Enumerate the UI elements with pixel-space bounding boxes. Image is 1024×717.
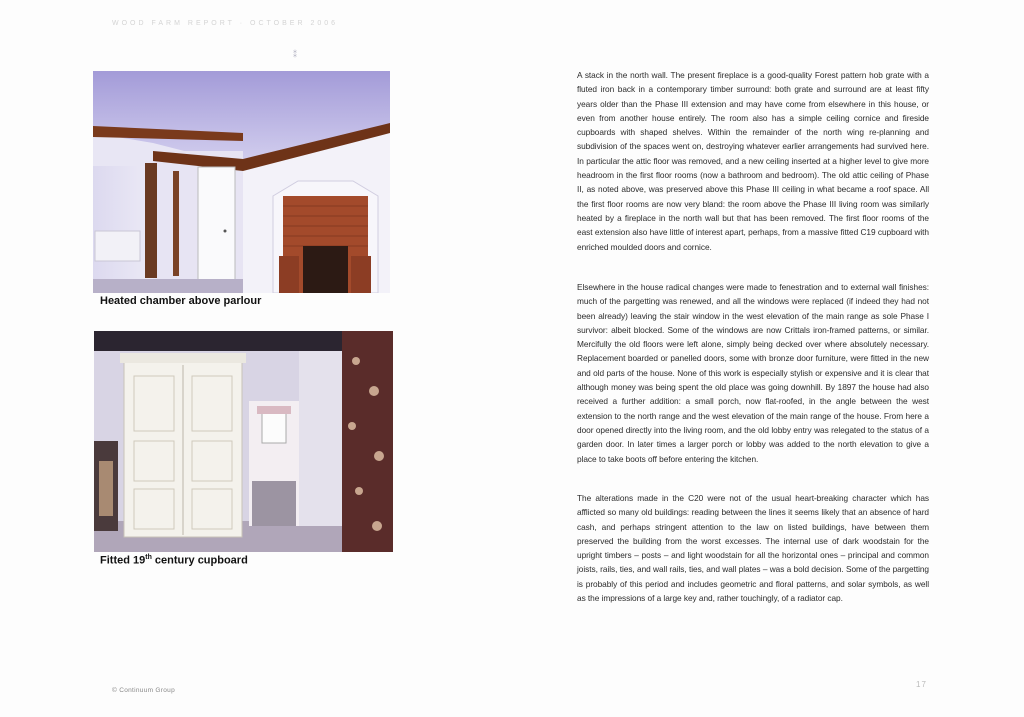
caption-heated-chamber: Heated chamber above parlour [100,295,262,307]
body-paragraph: Elsewhere in the house radical changes were made to fenestration and to external wall finishes: much of the pargetting was renewed, and all the windows were replaced (if indeed they had not been already) leaving the stair window in the west elevation of the main range as sole Phase I survivor: albeit blocked. Some of the windows are now Crittals iron-framed patterns, or similar. Mercifully the old floors were left alone, simply being decked over where absolutely necessary. Replacement boarded or panelled doors, some with bronze door furniture, were fitted in the new and old parts of the house. None of this work is especially stylish or expensive and it is clear that although money was being spent the old place was going downhill. By 1897 the house had also received a further addition: a small porch, now flat-roofed, in the angle between the west extension to the north range and the west elevation of the main range of the house. From here a door opened directly into the living room, and the old lobby entry was relegated to the status of a garden door. In later times a larger porch or lobby was added to the north elevation to give a place to take boots off before entering the kitchen. [577,282,929,464]
photo-heated-chamber [93,71,390,293]
photo-fitted-cupboard [94,331,393,552]
running-header: WOOD FARM REPORT · OCTOBER 2006 [112,20,339,27]
body-paragraph: A stack in the north wall. The present fireplace is a good-quality Forest pattern hob grate with a fluted iron back in a contemporary timber surround: both grate and surround are at least fifty years older than the Phase III extension and may have come from elsewhere in this house, or even from another house entirely. The room also has a simple ceiling cornice and fireside cupboards with shaped shelves. Within the remainder of the north wing re-planning and subdivision of the spaces went on, destroying whatever earlier arrangements had survived here. In particular the attic floor was removed, and a new ceiling inserted at a higher level to give more headroom in the first floor rooms (now a bathroom and bedroom). The old attic ceiling of Phase II, as noted above, was preserved above this Phase III ceiling in what became a roof space. All the first floor rooms are now very bland: the room above the Phase III living room was similarly heated by a fireplace in the north wall but that has been removed. The first floor rooms of the east extension also have little of interest apart, perhaps, from a massive fitted C19 cupboard with enriched moulded doors and cornice. [577,70,929,252]
page-mark-icon: ⁑ [293,50,297,59]
body-paragraph: The alterations made in the C20 were not of the usual heart-breaking character which has afflicted so many old buildings: reading between the lines it seems likely that an absence of hard cash, and perhaps stringent attention to the law on listed buildings, have between them preserved the building from the worst excesses. The internal use of dark woodstain for the upright timbers – posts – and light woodstain for all the horizontal ones – principal and common joists, rails, ties, and wall rails, ties, and wall plates – was a bold decision. Some of the pargetting is probably of this period and includes geometric and floral patterns, and solar symbols, as well as the impressions of a large key and, rather touchingly, of a radiator cap. [577,493,929,604]
caption-fitted-cupboard: Fitted 19th century cupboard [100,554,248,567]
page-number: 17 [916,680,927,689]
footer-copyright: © Continuum Group [112,687,175,694]
